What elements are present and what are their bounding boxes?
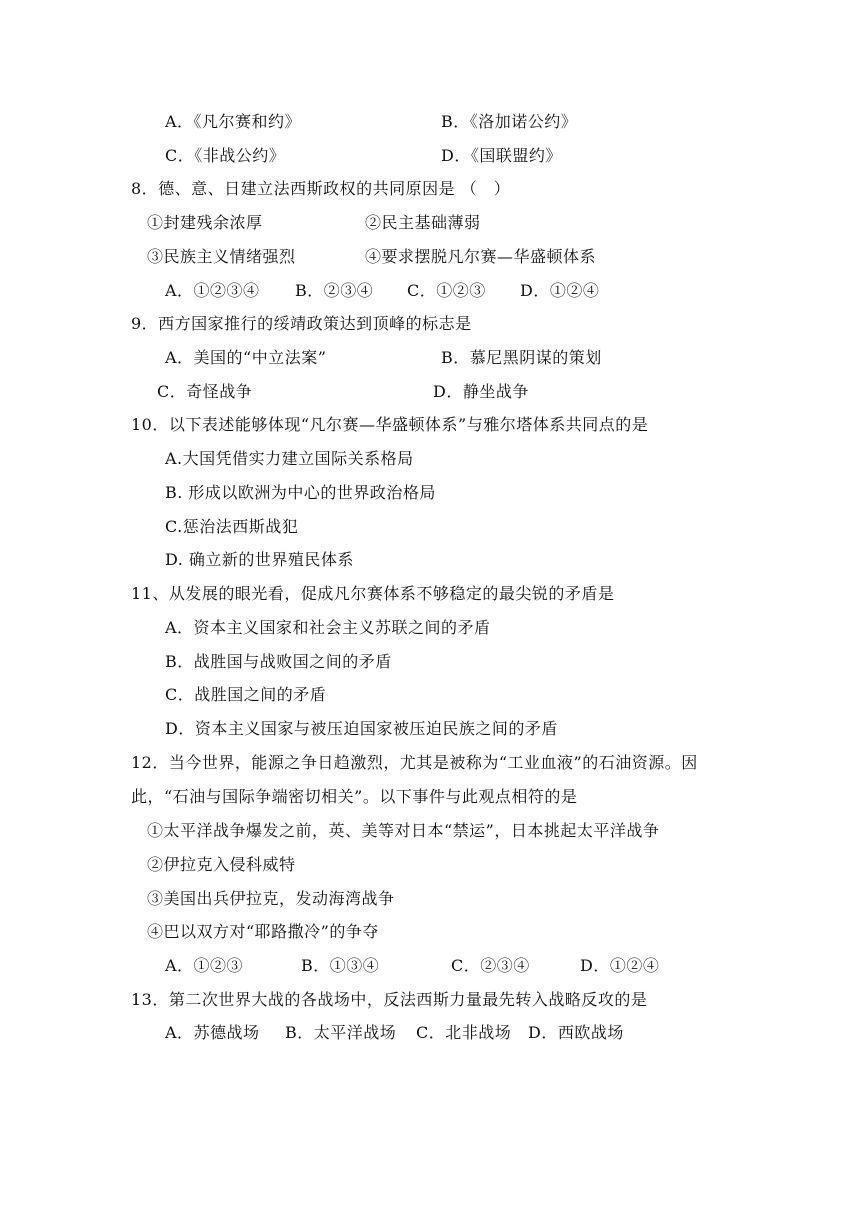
q12-option-a: A．①②③ — [165, 956, 244, 975]
q12-item-1: ①太平洋战争爆发之前，英、美等对日本“禁运”，日本挑起太平洋战争 — [147, 821, 660, 840]
q13-option-c: C．北非战场 — [416, 1023, 512, 1042]
q9-option-d: D．静坐战争 — [433, 382, 529, 401]
q7-option-c: C．《非战公约》 — [165, 146, 286, 165]
q7-option-b: B．《洛加诺公约》 — [441, 112, 578, 131]
q10-stem: 10．以下表述能够体现“凡尔赛—华盛顿体系”与雅尔塔体系共同点的是 — [131, 415, 649, 434]
q11-option-c: C．战胜国之间的矛盾 — [165, 685, 327, 704]
q9-option-b: B．慕尼黑阴谋的策划 — [441, 348, 602, 367]
q8-option-c: C．①②③ — [407, 281, 486, 300]
q12-option-d: D．①②④ — [580, 956, 660, 975]
q8-option-a: A．①②③④ — [165, 281, 260, 300]
q8-item-4: ④要求摆脱凡尔赛—华盛顿体系 — [365, 247, 597, 266]
q13-stem: 13．第二次世界大战的各战场中，反法西斯力量最先转入战略反攻的是 — [131, 990, 648, 1009]
q10-option-c: C.惩治法西斯战犯 — [165, 517, 299, 536]
q10-option-b: B. 形成以欧洲为中心的世界政治格局 — [165, 483, 436, 502]
q12-item-2: ②伊拉克入侵科威特 — [147, 855, 296, 874]
q12-option-c: C．②③④ — [451, 956, 530, 975]
q9-option-c: C．奇怪战争 — [157, 382, 253, 401]
q8-item-2: ②民主基础薄弱 — [365, 213, 481, 232]
q12-item-3: ③美国出兵伊拉克，发动海湾战争 — [147, 889, 395, 908]
q7-option-a: A．《凡尔赛和约》 — [165, 112, 302, 131]
q11-option-d: D．资本主义国家与被压迫国家被压迫民族之间的矛盾 — [165, 719, 558, 738]
q9-stem: 9．西方国家推行的绥靖政策达到顶峰的标志是 — [131, 314, 472, 333]
q13-option-d: D．西欧战场 — [528, 1023, 624, 1042]
q12-stem-line-2: 此，“石油与国际争端密切相关”。以下事件与此观点相符的是 — [131, 787, 578, 806]
q9-option-a: A．美国的“中立法案” — [165, 348, 327, 367]
q10-option-a: A.大国凭借实力建立国际关系格局 — [165, 449, 414, 468]
q10-option-d: D. 确立新的世界殖民体系 — [165, 550, 354, 569]
q13-option-a: A．苏德战场 — [165, 1023, 260, 1042]
q8-item-1: ①封建残余浓厚 — [147, 213, 263, 232]
q11-option-b: B．战胜国与战败国之间的矛盾 — [165, 652, 392, 671]
q11-stem: 11、从发展的眼光看，促成凡尔赛体系不够稳定的最尖锐的矛盾是 — [131, 584, 615, 603]
q8-option-d: D．①②④ — [520, 281, 600, 300]
q8-item-3: ③民族主义情绪强烈 — [147, 247, 296, 266]
q12-option-b: B．①③④ — [301, 956, 380, 975]
q12-item-4: ④巴以双方对“耶路撒冷”的争夺 — [147, 922, 379, 941]
q8-stem: 8．德、意、日建立法西斯政权的共同原因是 （ ） — [131, 179, 511, 198]
q7-option-d: D．《国联盟约》 — [441, 146, 562, 165]
q13-option-b: B．太平洋战场 — [285, 1023, 397, 1042]
q12-stem-line-1: 12．当今世界，能源之争日趋激烈，尤其是被称为“工业血液”的石油资源。因 — [131, 753, 698, 772]
q8-option-b: B．②③④ — [295, 281, 374, 300]
q11-option-a: A．资本主义国家和社会主义苏联之间的矛盾 — [165, 618, 491, 637]
